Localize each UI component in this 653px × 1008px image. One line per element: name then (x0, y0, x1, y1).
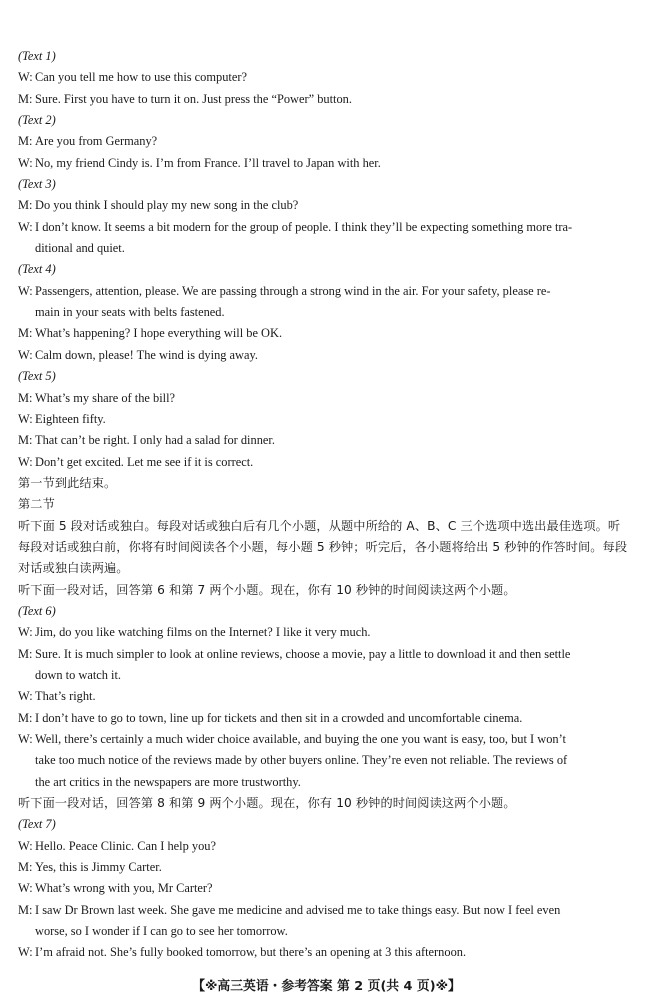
dialogue-text: What’s my share of the bill? (35, 390, 176, 405)
dialogue-continuation: ditional and quiet. (35, 241, 125, 256)
dialogue-line (18, 217, 638, 238)
dialogue-text: Yes, this is Jimmy Carter. (35, 860, 162, 875)
dialogue-text: I don’t have to go to town, line up for tickets and then sit in a crowded and uncomfortable cinema. (35, 710, 523, 725)
text-number-label: (Text 6) (18, 603, 56, 618)
dialogue-text: I’m afraid not. She’s fully booked tomorrow, but there’s an opening at 3 this afternoon. (35, 945, 467, 960)
dialogue-continuation: down to watch it. (35, 667, 122, 682)
speaker-label: W: (18, 689, 33, 704)
text-number-label: (Text 4) (18, 262, 56, 277)
speaker-label: M: (18, 710, 33, 725)
speaker-label: M: (18, 433, 33, 448)
dialogue-line (18, 452, 638, 473)
dialogue-line (18, 131, 638, 152)
dialogue-line (18, 942, 638, 963)
dialogue-continuation: main in your seats with belts fastened. (35, 305, 225, 320)
dialogue-continuation: take too much notice of the reviews made by other buyers online. They’re even not reliable. The reviews of (35, 753, 568, 768)
instruction-line: 第一节到此结束。 (18, 475, 117, 490)
dialogue-text: No, my friend Cindy is. I’m from France. I’ll travel to Japan with her. (35, 155, 381, 170)
speaker-label: M: (18, 390, 33, 405)
dialogue-continuation: worse, so I wonder if I can go to see her tomorrow. (35, 924, 288, 939)
dialogue-text: Jim, do you like watching films on the Internet? I like it very much. (35, 625, 371, 640)
speaker-label: W: (18, 283, 33, 298)
dialogue-line (18, 195, 638, 216)
speaker-label: W: (18, 838, 33, 853)
dialogue-text: Don’t get excited. Let me see if it is correct. (35, 454, 254, 469)
dialogue-text: Calm down, please! The wind is dying away. (35, 347, 258, 362)
dialogue-line (18, 729, 638, 750)
speaker-label: W: (18, 70, 33, 85)
dialogue-line (18, 857, 638, 878)
dialogue-text: Are you from Germany? (35, 134, 158, 149)
dialogue-line (18, 644, 638, 665)
speaker-label: W: (18, 347, 33, 362)
speaker-label: W: (18, 454, 33, 469)
dialogue-line (18, 281, 638, 302)
dialogue-text: That can’t be right. I only had a salad for dinner. (35, 433, 275, 448)
instruction-line: 每段对话或独白前，你将有时间阅读各个小题，每小题 5 秒钟；听完后，各小题将给出 5 秒钟的作答时间。每段 (18, 539, 628, 554)
dialogue-line (18, 708, 638, 729)
text-number-label: (Text 5) (18, 369, 56, 384)
dialogue-text: Do you think I should play my new song in the club? (35, 198, 299, 213)
dialogue-line (18, 89, 638, 110)
text-number-label: (Text 7) (18, 817, 56, 832)
dialogue-text: I don’t know. It seems a bit modern for the group of people. I think they’ll be expecting something more tra- (35, 219, 573, 234)
speaker-label: M: (18, 326, 33, 341)
speaker-label: M: (18, 646, 33, 661)
dialogue-line (18, 388, 638, 409)
speaker-label: M: (18, 902, 33, 917)
dialogue-line (18, 686, 638, 707)
dialogue-line (18, 323, 638, 344)
speaker-label: W: (18, 219, 33, 234)
instruction-line: 听下面一段对话，回答第 6 和第 7 两个小题。现在，你有 10 秒钟的时间阅读这两个小题。 (18, 582, 516, 597)
dialogue-text: Hello. Peace Clinic. Can I help you? (35, 838, 216, 853)
instruction-line: 对话或独白读两遍。 (18, 561, 129, 576)
dialogue-line (18, 345, 638, 366)
text-number-label: (Text 2) (18, 113, 56, 128)
transcript-page (18, 46, 638, 964)
instruction-line: 第二节 (18, 497, 55, 512)
dialogue-text: What’s happening? I hope everything will be OK. (35, 326, 283, 341)
speaker-label: W: (18, 732, 33, 746)
dialogue-text: I saw Dr Brown last week. She gave me medicine and advised me to take things easy. But now I feel even (35, 902, 561, 917)
text-number-label: (Text 1) (18, 49, 56, 63)
dialogue-line (18, 430, 638, 451)
dialogue-text: Sure. First you have to turn it on. Just press the “Power” button. (35, 91, 352, 106)
dialogue-line (18, 900, 638, 921)
speaker-label: M: (18, 198, 33, 213)
dialogue-line (18, 836, 638, 857)
dialogue-line (18, 878, 638, 899)
speaker-label: W: (18, 155, 33, 170)
dialogue-text: Can you tell me how to use this computer? (35, 70, 247, 85)
dialogue-line (18, 67, 638, 88)
speaker-label: W: (18, 411, 33, 426)
dialogue-text: That’s right. (35, 689, 96, 704)
instruction-line: 听下面一段对话，回答第 8 和第 9 两个小题。现在，你有 10 秒钟的时间阅读这两个小题。 (18, 796, 516, 811)
dialogue-text: Sure. It is much simpler to look at online reviews, choose a movie, pay a little to download it and then settle (35, 646, 571, 661)
dialogue-line (18, 153, 638, 174)
dialogue-text: Passengers, attention, please. We are passing through a strong wind in the air. For your safety, please re- (35, 283, 551, 298)
dialogue-text: Eighteen fifty. (35, 411, 106, 426)
speaker-label: M: (18, 91, 33, 106)
speaker-label: M: (18, 134, 33, 149)
dialogue-continuation: the art critics in the newspapers are more trustworthy. (35, 774, 301, 789)
dialogue-line (18, 409, 638, 430)
text-number-label: (Text 3) (18, 177, 56, 192)
instruction-line: 听下面 5 段对话或独白。每段对话或独白后有几个小题，从题中所给的 A、B、C 三个选项中选出最佳选项。听 (18, 518, 621, 533)
speaker-label: W: (18, 881, 33, 896)
speaker-label: W: (18, 625, 33, 640)
speaker-label: W: (18, 945, 33, 960)
dialogue-line (18, 622, 638, 643)
dialogue-text: Well, there’s certainly a much wider choice available, and buying the one you want is easy, too, but I won’t (35, 732, 566, 746)
speaker-label: M: (18, 860, 33, 875)
dialogue-text: What’s wrong with you, Mr Carter? (35, 881, 213, 896)
page-footer: 【※高三英语・参考答案 第 2 页(共 4 页)※】 (192, 979, 461, 994)
